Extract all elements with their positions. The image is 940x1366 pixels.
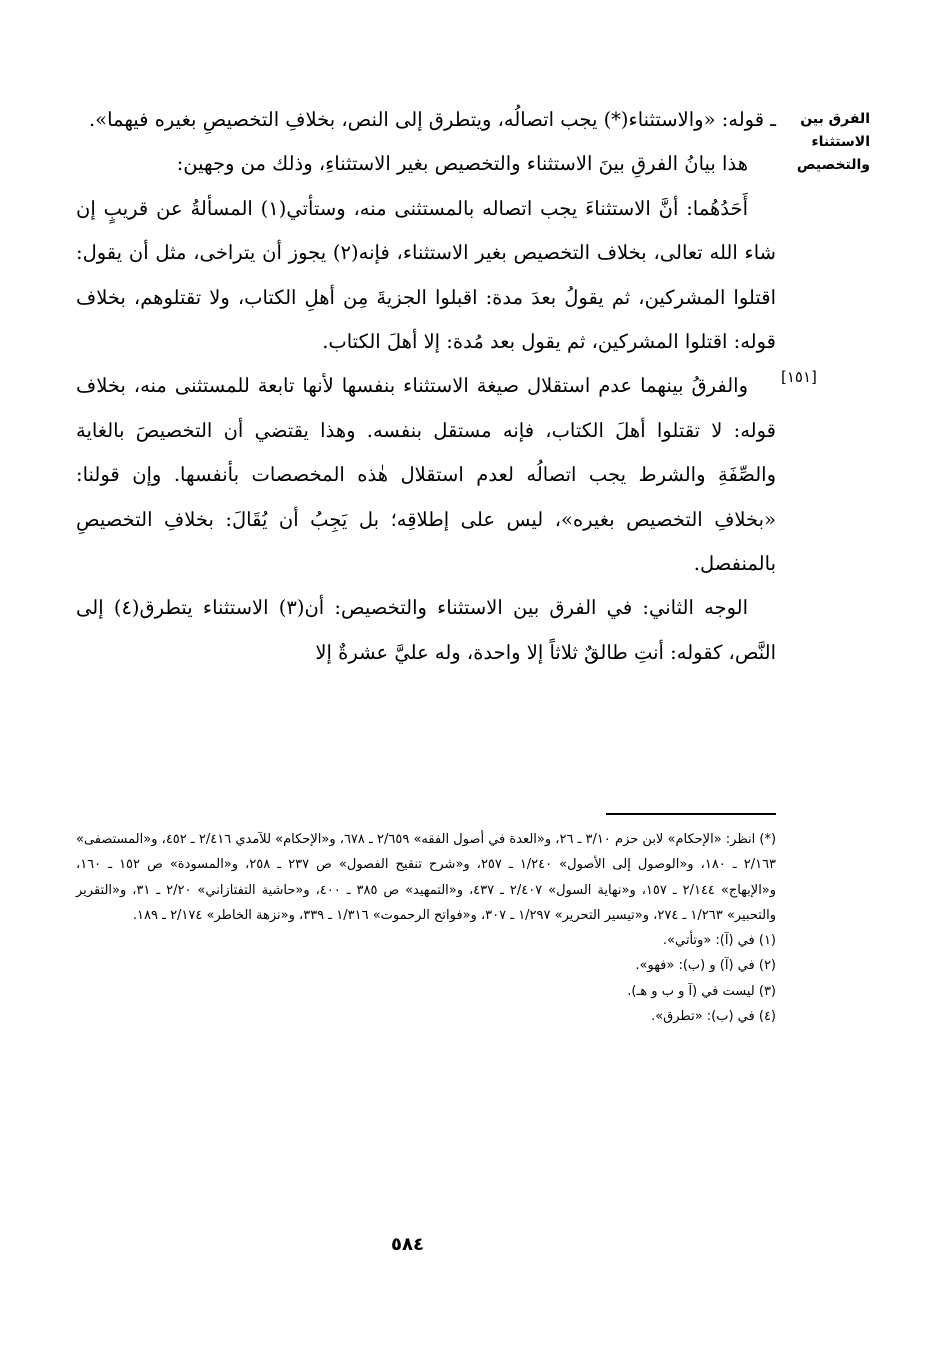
body-paragraph: هذا بيانُ الفرقِ بينَ الاستثناء والتخصيص بغير الاستثناءِ، وذلك من وجهين: (176, 152, 748, 176)
footnote-item: (٢) في (آ) و (ب): «فهو». (635, 958, 776, 974)
margin-heading-line: والتخصيص (796, 157, 870, 173)
footnotes (76, 827, 776, 1029)
footnote-item: (٤) في (ب): «تطرق». (651, 1009, 776, 1025)
footnote-sources: (*) انظر: «الإحكام» لابن حزم ٣/١٠ ـ ٢٦، و«العدة في أصول الفقه» ٢/٦٥٩ ـ ٦٧٨، و«الإحكام» للآمدي ٢/٤١٦ ـ ٤٥٢، و«المستصفى» ٢/١٦٣ ـ ١٨٠، و«الوصول إلى الأصول» ١/٢٤٠ ـ ٢٥٧، و«شرح تنقيح الفصول» ص ٢٣٧ ـ ٢٥٨، و«المسودة» ص ١٥٢ ـ ١٦٠، و«الإبهاج» ٢/١٤٤ ـ ١٥٧، و«نهاية السول» ٢/٤٠٧ ـ ٤٣٧، و«التمهيد» ص ٣٨٥ ـ ٤٠٠، و«حاشية التفتازاني» ٢/٢٠ ـ ٣١، و«التقرير والتحبير» ١/٢٦٣ ـ ٢٧٤، و«تيسير التحرير» ١/٢٩٧ ـ ٣٠٧، و«فواتح الرحموت» ١/٣١٦ ـ ٣٣٩، و«نزهة الخاطر» ٢/١٧٤ ـ ١٨٩. (76, 832, 777, 923)
footnote-item: (٣) ليست في (آ و ب و هـ). (627, 983, 776, 999)
main-text (76, 98, 776, 675)
page-number: ٥٨٤ (391, 1234, 424, 1255)
body-paragraph: أَحَدُهُما: أنَّ الاستثناءَ يجب اتصاله بالمستثنى منه، وستأتي(١) المسألةُ عن قريبٍ إن شاء الله تعالى، بخلاف التخصيص بغير الاستثناء، فإنه(٢) يجوز أن يتراخى، مثل أن يقول: اقتلوا المشركين، ثم يقولُ بعدَ مدة: اقبلوا الجزيةَ مِن أهلِ الكتاب، ولا تقتلوهم، بخلاف قوله: اقتلوا المشركين، ثم يقول بعد مُدة: إلا أهلَ الكتاب. (76, 196, 776, 354)
footnote-divider (606, 813, 776, 815)
margin-page-reference: [١٥١] (781, 368, 817, 386)
body-paragraph: والفرقُ بينهما عدم استقلال صيغة الاستثناء بنفسها لأنها تابعة للمستثنى منه، بخلاف قوله: لا تقتلوا أهلَ الكتاب، فإنه مستقل بنفسه. وهذا يقتضي أن التخصيصَ بالغاية والصِّفَةِ والشرط يجب اتصالُه لعدم استقلال هٰذه المخصصات بأنفسها. وإن قولنا: «بخلافِ التخصيص بغيره»، ليس على إطلاقِه؛ بل يَجِبُ أن يُقَالَ: بخلافِ التخصيصِ بالمنفصل. (76, 374, 776, 576)
body-paragraph: الوجه الثاني: في الفرق بين الاستثناء والتخصيص: أن(٣) الاستثناء يتطرق(٤) إلى النَّص، كقوله: أنتِ طالقٌ ثلاثاً إلا واحدة، وله عليَّ عشرةٌ إلا (76, 596, 776, 664)
footnote-item: (١) في (آ): «وتأتي». (662, 933, 776, 949)
body-paragraph: ـ قوله: «والاستثناء(*) يجب اتصالُه، ويتطرق إلى النص، بخلافِ التخصيصِ بغيره فيهما». (88, 108, 776, 131)
margin-section-heading (786, 108, 870, 177)
margin-heading-line: الفرق بين (800, 111, 870, 127)
margin-heading-line: الاستثناء (811, 134, 870, 150)
